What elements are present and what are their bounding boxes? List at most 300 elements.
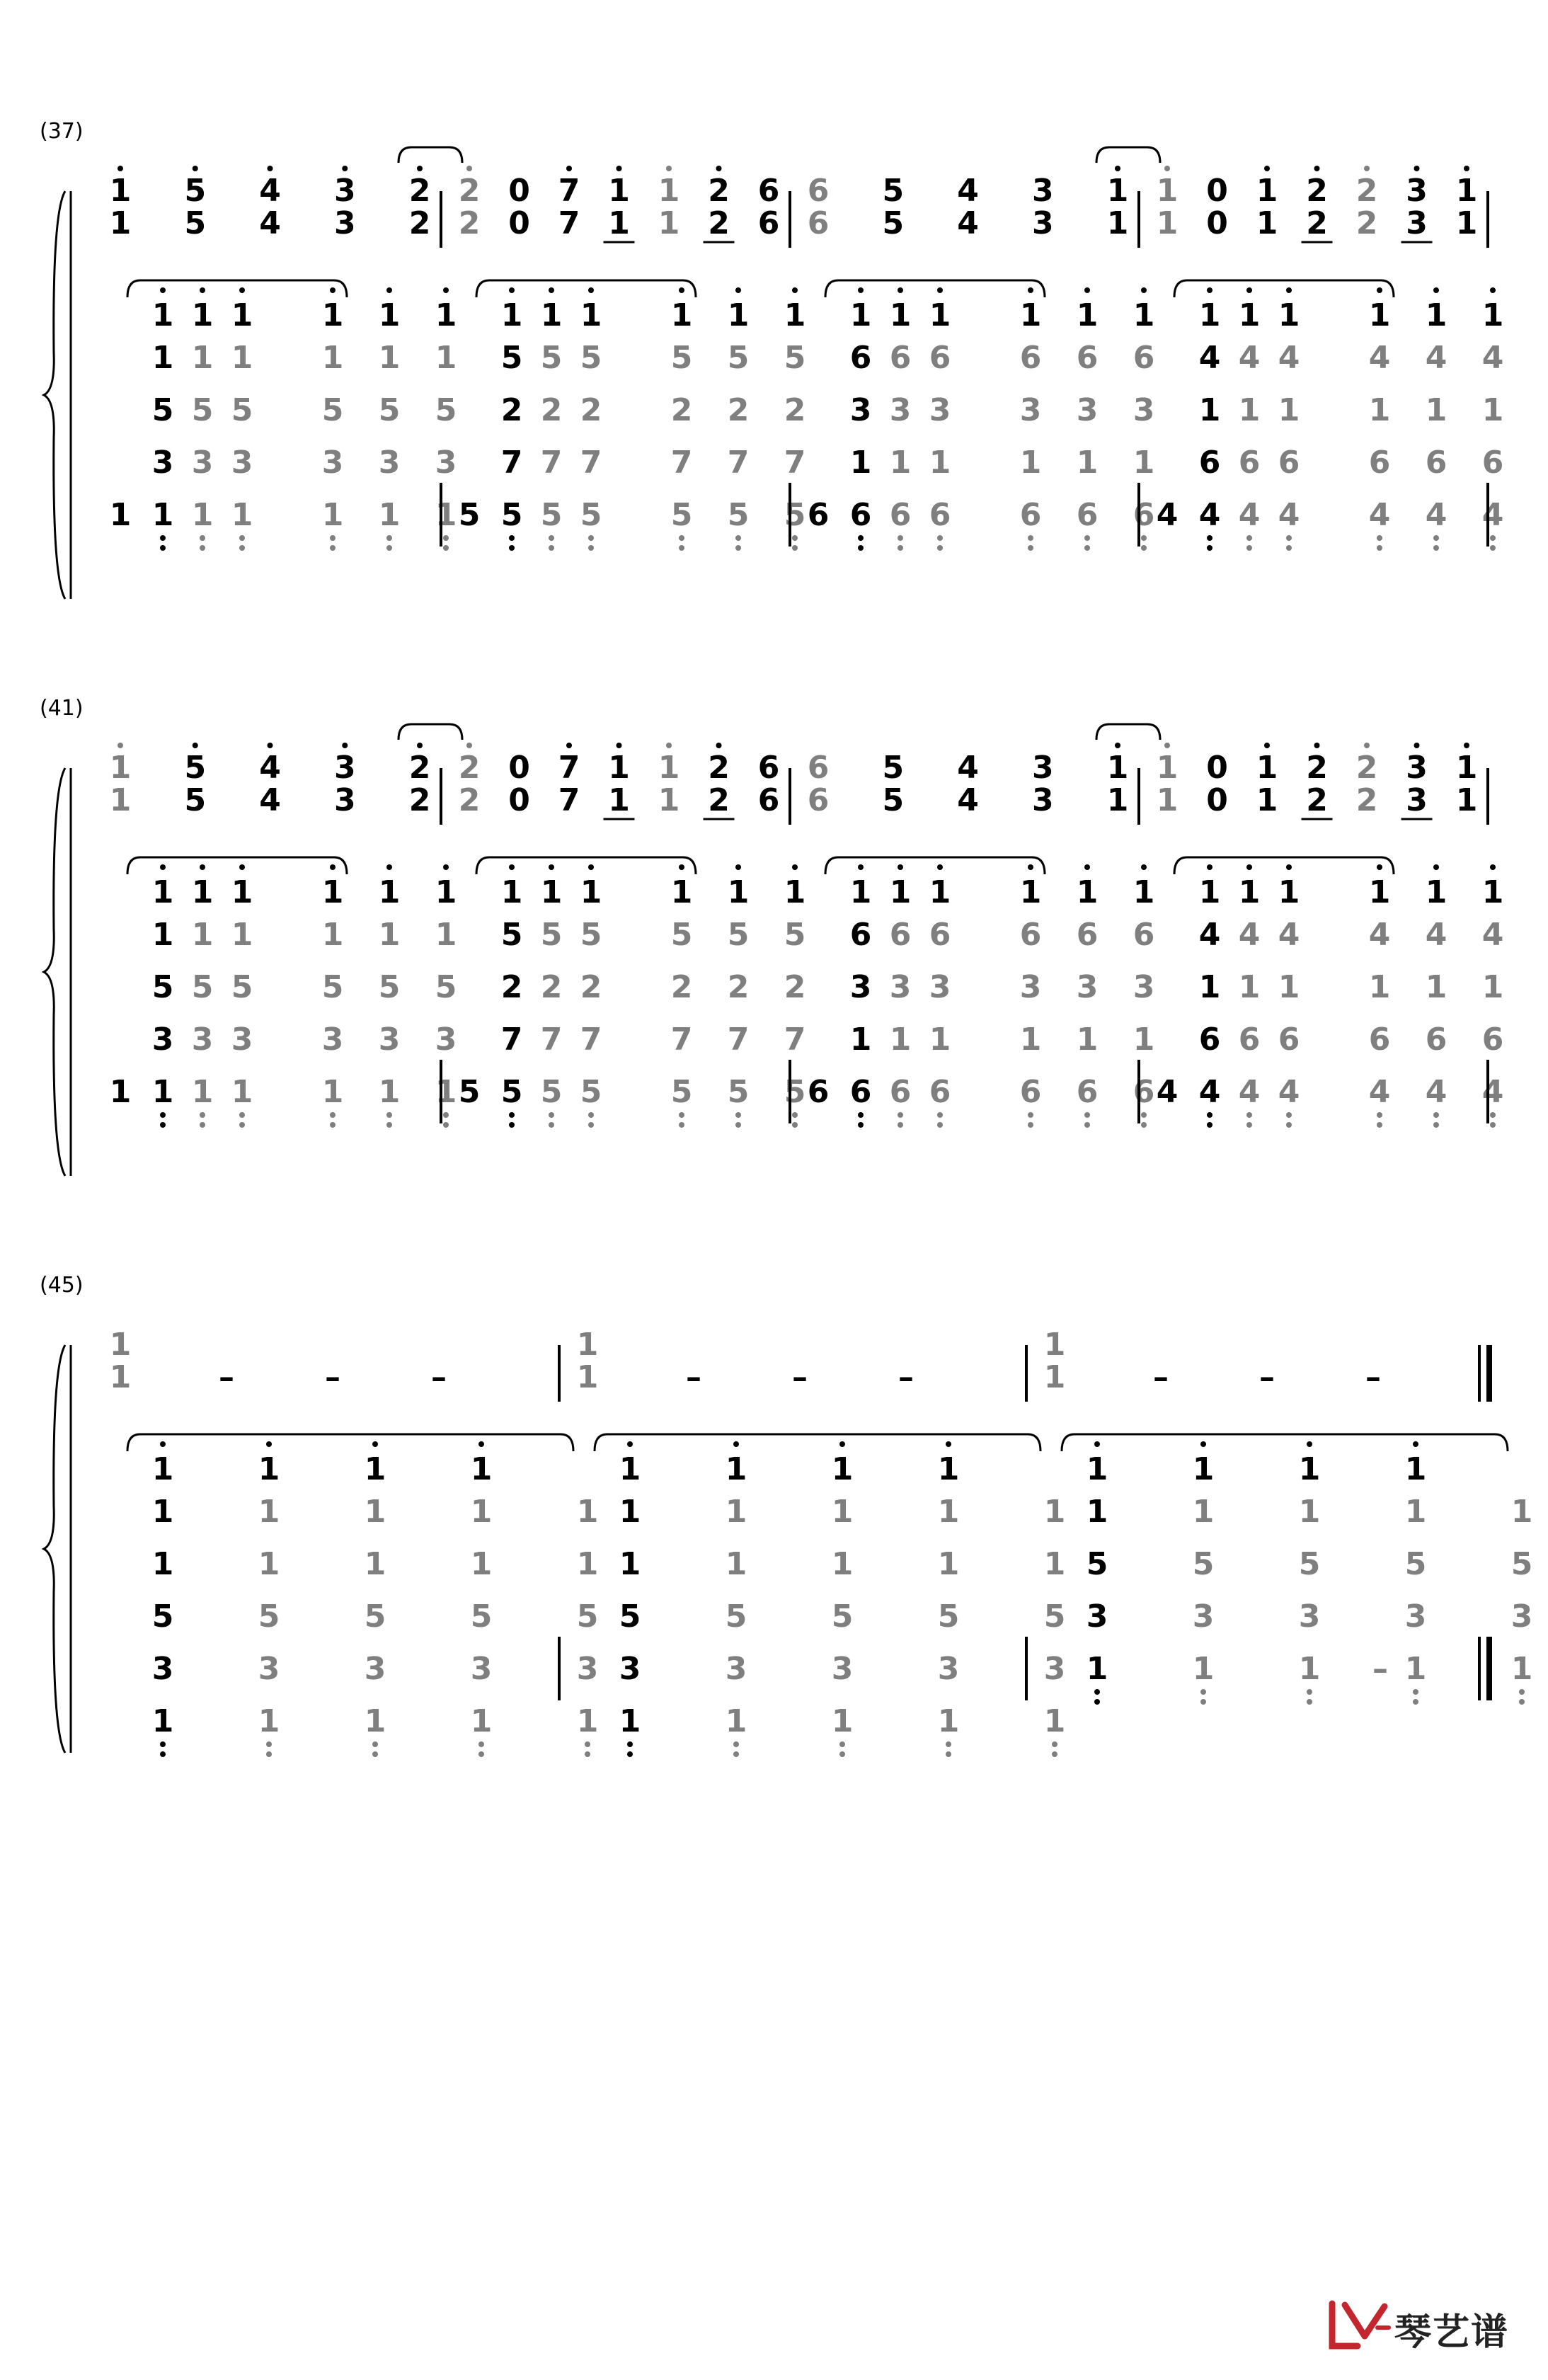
chord-note: 5 (231, 969, 253, 1005)
chord-note: 5 (937, 1598, 960, 1635)
octave-dot (372, 1741, 378, 1747)
chord-note: 3 (191, 445, 214, 481)
chord-note: 3 (831, 1651, 854, 1687)
octave-dot (330, 1112, 336, 1118)
chord-note: 6 (1133, 1074, 1155, 1110)
chord-note: 3 (1076, 392, 1099, 428)
chord-note: 3 (258, 1651, 280, 1687)
chord-note: 1 (435, 1074, 457, 1110)
octave-dot (733, 1741, 739, 1747)
octave-dot (386, 545, 392, 551)
octave-dot (1141, 864, 1147, 870)
melody-octave-note: 2 (1355, 750, 1378, 786)
chord-note: 1 (1481, 392, 1504, 428)
melody-note: 1 (1256, 782, 1278, 818)
chord-note: 6 (1076, 1074, 1099, 1110)
melody-octave-note: 2 (708, 750, 730, 786)
octave-dot (937, 535, 943, 541)
chord-note: 5 (1192, 1546, 1215, 1582)
chord-note: 5 (1086, 1546, 1108, 1582)
chord-note: 4 (1425, 497, 1447, 533)
octave-dot (160, 535, 166, 541)
octave-dot (1207, 287, 1212, 293)
chord-note: 2 (670, 392, 693, 428)
octave-dot (1286, 545, 1292, 551)
accompaniment-top-note: 1 (619, 1451, 641, 1487)
melody-note: 0 (508, 205, 530, 241)
melody-note: 6 (807, 205, 830, 241)
octave-dot (898, 545, 903, 551)
accompaniment-top-note: 1 (1019, 297, 1042, 333)
chord-note: 1 (725, 1703, 747, 1739)
accompaniment-top-note: 1 (1133, 297, 1155, 333)
accompaniment-top-note: 1 (1481, 297, 1504, 333)
octave-dot (1490, 1112, 1496, 1118)
chord-note: 1 (1192, 1651, 1215, 1687)
octave-dot (1413, 1441, 1418, 1447)
octave-dot (342, 166, 348, 171)
melody-note: 5 (184, 782, 207, 818)
octave-dot (1141, 287, 1147, 293)
octave-dot (386, 287, 392, 293)
melody-note: 2 (458, 782, 481, 818)
octave-dot (585, 1741, 590, 1747)
octave-dot (735, 287, 741, 293)
chord-note: 6 (1019, 1074, 1042, 1110)
chord-note: 1 (470, 1703, 493, 1739)
chord-note: 2 (580, 969, 602, 1005)
chord-note: 3 (849, 392, 872, 428)
bass-note: 4 (1156, 497, 1179, 533)
melody-octave-note: 0 (1206, 173, 1228, 209)
accompaniment-top-note: 1 (151, 1451, 174, 1487)
melody-octave-note: 0 (508, 750, 530, 786)
octave-dot (858, 1122, 864, 1128)
octave-dot (1084, 287, 1090, 293)
melody-octave-note: 3 (1031, 173, 1054, 209)
melody-octave-note: 7 (558, 173, 580, 209)
melody-note: 1 (658, 205, 680, 241)
melody-octave-note: 5 (184, 173, 207, 209)
octave-dot (1141, 545, 1147, 551)
octave-dot (417, 743, 423, 748)
chord-note: 3 (1298, 1598, 1321, 1635)
octave-dot (1433, 287, 1439, 293)
accompaniment-top-note: 1 (849, 297, 872, 333)
melody-note: 7 (558, 205, 580, 241)
accompaniment-top-note: 1 (929, 297, 951, 333)
chord-note: 5 (500, 1074, 523, 1110)
octave-dot (1084, 535, 1090, 541)
octave-dot (1028, 545, 1033, 551)
accompaniment-top-note: 1 (191, 297, 214, 333)
melody-note: 3 (1406, 782, 1428, 818)
octave-dot (1028, 535, 1033, 541)
accompaniment-top-note: 1 (540, 874, 563, 910)
chord-note: 1 (151, 1494, 174, 1530)
chord-note: 4 (1198, 497, 1221, 533)
chord-note: 5 (1510, 1546, 1533, 1582)
chord-note: 1 (364, 1494, 386, 1530)
melody-note: 3 (333, 205, 356, 241)
slur-tie (476, 280, 696, 297)
octave-dot (1286, 1122, 1292, 1128)
octave-dot (1286, 287, 1292, 293)
octave-dot (330, 535, 336, 541)
bass-note: 4 (1156, 1074, 1179, 1110)
octave-dot (1414, 166, 1420, 171)
chord-note: 1 (151, 917, 174, 953)
melody-octave-note: 5 (882, 173, 905, 209)
melody-octave-note: 1 (1256, 173, 1278, 209)
accompaniment-top-note: 1 (1481, 874, 1504, 910)
octave-dot (1413, 1699, 1418, 1705)
chord-note: 1 (1019, 445, 1042, 481)
chord-note: 1 (1510, 1651, 1533, 1687)
chord-note: 6 (889, 1074, 912, 1110)
melody-octave-note: 3 (1406, 173, 1428, 209)
octave-dot (937, 287, 943, 293)
accompaniment-top-note: 1 (889, 297, 912, 333)
chord-note: 1 (191, 1074, 214, 1110)
octave-dot (792, 545, 798, 551)
melody-octave-note: 1 (576, 1327, 599, 1363)
chord-note: 1 (470, 1494, 493, 1530)
chord-note: 1 (1198, 392, 1221, 428)
accompaniment-top-note: 1 (1198, 297, 1221, 333)
melody-note: 1 (109, 782, 132, 818)
octave-dot (1377, 545, 1382, 551)
chord-note: 5 (151, 969, 174, 1005)
chord-note: 1 (151, 1703, 174, 1739)
octave-dot (1052, 1741, 1057, 1747)
melody-note: 1 (1455, 782, 1478, 818)
octave-dot (858, 864, 864, 870)
melody-octave-note: 4 (957, 750, 979, 786)
octave-dot (549, 287, 554, 293)
chord-note: 4 (1481, 497, 1504, 533)
bass-note: 1 (109, 497, 132, 533)
chord-note: 6 (889, 497, 912, 533)
chord-note: 5 (435, 969, 457, 1005)
sustain-dash: – (219, 1359, 234, 1395)
system-brace (44, 768, 65, 1176)
chord-note: 7 (580, 445, 602, 481)
chord-note: 1 (576, 1703, 599, 1739)
octave-dot (617, 743, 622, 748)
chord-note: 1 (435, 340, 457, 376)
chord-note: 6 (1076, 497, 1099, 533)
octave-dot (898, 864, 903, 870)
chord-note: 1 (725, 1546, 747, 1582)
chord-note: 6 (1278, 1022, 1300, 1058)
accompaniment-top-note: 1 (1086, 1451, 1108, 1487)
octave-dot (1307, 1441, 1312, 1447)
octave-dot (1084, 1112, 1090, 1118)
accompaniment-top-note: 1 (1133, 874, 1155, 910)
chord-note: 1 (1278, 969, 1300, 1005)
octave-dot (1377, 287, 1382, 293)
accompaniment-top-note: 1 (831, 1451, 854, 1487)
accompaniment-top-note: 1 (1198, 874, 1221, 910)
octave-dot (509, 545, 515, 551)
chord-note: 5 (727, 1074, 750, 1110)
chord-note: 1 (1425, 969, 1447, 1005)
octave-dot (792, 535, 798, 541)
chord-note: 4 (1425, 1074, 1447, 1110)
octave-dot (946, 1441, 951, 1447)
slur-tie (399, 147, 462, 163)
octave-dot (509, 1122, 515, 1128)
melody-note: 6 (807, 782, 830, 818)
octave-dot (858, 287, 864, 293)
chord-note: 3 (470, 1651, 493, 1687)
chord-note: 1 (1368, 392, 1391, 428)
chord-note: 6 (1368, 445, 1391, 481)
chord-note: 5 (540, 340, 563, 376)
octave-dot (330, 864, 336, 870)
octave-dot (1207, 864, 1212, 870)
octave-dot (716, 166, 722, 171)
melody-octave-note: 0 (1206, 750, 1228, 786)
accompaniment-top-note: 1 (321, 874, 344, 910)
melody-octave-note: 6 (757, 173, 780, 209)
melody-note: 2 (1306, 205, 1328, 241)
chord-note: 3 (321, 1022, 344, 1058)
melody-octave-note: 1 (1156, 173, 1179, 209)
chord-note: 5 (378, 392, 401, 428)
octave-dot (735, 545, 741, 551)
accompaniment-top-note: 1 (784, 297, 806, 333)
chord-note: 1 (1481, 969, 1504, 1005)
octave-dot (478, 1441, 484, 1447)
chord-note: 4 (1238, 340, 1261, 376)
melody-octave-note: 1 (1106, 173, 1129, 209)
system-brace (44, 191, 65, 599)
chord-note: 1 (151, 1074, 174, 1110)
melody-octave-note: 1 (1256, 750, 1278, 786)
melody-note: 5 (184, 205, 207, 241)
octave-dot (1246, 864, 1252, 870)
chord-note: 6 (929, 1074, 951, 1110)
melody-note: 2 (458, 205, 481, 241)
octave-dot (1377, 864, 1382, 870)
chord-note: 6 (1481, 445, 1504, 481)
chord-note: 1 (1133, 445, 1155, 481)
melody-note: 1 (109, 1359, 132, 1395)
octave-dot (588, 864, 594, 870)
chord-note: 1 (1043, 1546, 1066, 1582)
octave-dot (588, 535, 594, 541)
octave-dot (466, 743, 472, 748)
chord-note: 5 (831, 1598, 854, 1635)
accompaniment-top-note: 1 (1019, 874, 1042, 910)
melody-octave-note: 1 (109, 750, 132, 786)
accompaniment-top-note: 1 (435, 874, 457, 910)
melody-octave-note: 1 (658, 750, 680, 786)
chord-note: 1 (151, 1546, 174, 1582)
chord-note: 3 (1133, 392, 1155, 428)
octave-dot (268, 743, 273, 748)
chord-note: 5 (784, 917, 806, 953)
octave-dot (792, 864, 798, 870)
sustain-dash: – (1372, 1651, 1388, 1687)
chord-note: 6 (1368, 1022, 1391, 1058)
octave-dot (588, 287, 594, 293)
octave-dot (1433, 864, 1439, 870)
melody-octave-note: 2 (1306, 173, 1328, 209)
octave-dot (679, 1112, 684, 1118)
chord-note: 2 (500, 969, 523, 1005)
octave-dot (898, 1122, 903, 1128)
chord-note: 5 (725, 1598, 747, 1635)
slur-tie (825, 280, 1045, 297)
chord-note: 1 (378, 340, 401, 376)
chord-note: 5 (619, 1598, 641, 1635)
melody-note: 4 (957, 782, 979, 818)
octave-dot (372, 1441, 378, 1447)
octave-dot (1286, 864, 1292, 870)
accompaniment-top-note: 1 (725, 1451, 747, 1487)
melody-note: 1 (658, 782, 680, 818)
octave-dot (330, 287, 336, 293)
accompaniment-top-note: 1 (889, 874, 912, 910)
chord-note: 5 (727, 497, 750, 533)
melody-note: 5 (882, 205, 905, 241)
chord-note: 4 (1368, 340, 1391, 376)
chord-note: 3 (1510, 1598, 1533, 1635)
chord-note: 7 (540, 445, 563, 481)
melody-note: 2 (1355, 205, 1378, 241)
octave-dot (1490, 864, 1496, 870)
melody-note: 1 (576, 1359, 599, 1395)
octave-dot (735, 1112, 741, 1118)
melody-note: 2 (408, 205, 431, 241)
chord-note: 7 (580, 1022, 602, 1058)
octave-dot (386, 864, 392, 870)
accompaniment-top-note: 1 (1425, 297, 1447, 333)
chord-note: 1 (1404, 1651, 1427, 1687)
octave-dot (1364, 743, 1370, 748)
chord-note: 1 (435, 917, 457, 953)
chord-note: 1 (321, 1074, 344, 1110)
melody-note: 2 (1306, 782, 1328, 818)
melody-octave-note: 1 (1106, 750, 1129, 786)
octave-dot (566, 743, 572, 748)
octave-dot (1084, 864, 1090, 870)
chord-note: 7 (784, 1022, 806, 1058)
sustain-dash: – (325, 1359, 340, 1395)
chord-note: 1 (576, 1494, 599, 1530)
measure-number: (45) (40, 1273, 84, 1298)
accompaniment-top-note: 1 (540, 297, 563, 333)
chord-note: 1 (1368, 969, 1391, 1005)
chord-note: 3 (151, 1651, 174, 1687)
chord-note: 1 (231, 497, 253, 533)
melody-note: 1 (109, 205, 132, 241)
melody-note: 2 (1355, 782, 1378, 818)
slur-tie (825, 857, 1045, 874)
chord-note: 6 (1425, 1022, 1447, 1058)
octave-dot (1084, 1122, 1090, 1128)
octave-dot (1200, 1699, 1206, 1705)
octave-dot (200, 535, 205, 541)
octave-dot (735, 535, 741, 541)
accompaniment-top-note: 1 (580, 297, 602, 333)
octave-dot (1115, 743, 1120, 748)
chord-note: 6 (1019, 497, 1042, 533)
melody-octave-note: 4 (259, 750, 281, 786)
chord-note: 1 (1425, 392, 1447, 428)
octave-dot (1200, 1441, 1206, 1447)
octave-dot (1433, 545, 1439, 551)
chord-note: 6 (889, 917, 912, 953)
chord-note: 2 (540, 392, 563, 428)
chord-note: 5 (500, 917, 523, 953)
octave-dot (898, 287, 903, 293)
octave-dot (735, 1122, 741, 1128)
octave-dot (266, 1741, 272, 1747)
chord-note: 4 (1278, 497, 1300, 533)
octave-dot (666, 743, 672, 748)
melody-note: 7 (558, 782, 580, 818)
measure-number: (41) (40, 696, 84, 721)
octave-dot (1207, 1122, 1212, 1128)
qinyipu-logo-icon (1324, 2296, 1394, 2360)
accompaniment-top-note: 1 (1192, 1451, 1215, 1487)
octave-dot (1028, 864, 1033, 870)
octave-dot (1094, 1689, 1100, 1695)
chord-note: 1 (378, 497, 401, 533)
chord-note: 4 (1368, 917, 1391, 953)
accompaniment-top-note: 1 (470, 1451, 493, 1487)
melody-note: 1 (608, 782, 630, 818)
melody-note: 1 (1455, 205, 1478, 241)
chord-note: 5 (321, 969, 344, 1005)
chord-note: 4 (1278, 917, 1300, 953)
melody-note: 2 (708, 782, 730, 818)
slur-tie (127, 1434, 573, 1451)
chord-note: 3 (231, 445, 253, 481)
chord-note: 5 (540, 917, 563, 953)
octave-dot (666, 166, 672, 171)
accompaniment-top-note: 1 (727, 874, 750, 910)
octave-dot (566, 166, 572, 171)
chord-note: 1 (831, 1494, 854, 1530)
slur-tie (127, 280, 347, 297)
octave-dot (117, 166, 123, 171)
octave-dot (268, 166, 273, 171)
melody-octave-note: 1 (608, 173, 630, 209)
chord-note: 5 (378, 969, 401, 1005)
octave-dot (330, 545, 336, 551)
chord-note: 1 (889, 445, 912, 481)
chord-note: 3 (364, 1651, 386, 1687)
octave-dot (117, 743, 123, 748)
octave-dot (1028, 1122, 1033, 1128)
melody-octave-note: 2 (1306, 750, 1328, 786)
chord-note: 1 (1238, 392, 1261, 428)
octave-dot (1377, 1112, 1382, 1118)
octave-dot (1141, 1112, 1147, 1118)
accompaniment-top-note: 1 (191, 874, 214, 910)
slur-tie (595, 1434, 1040, 1451)
octave-dot (160, 1112, 166, 1118)
chord-note: 3 (1019, 392, 1042, 428)
chord-note: 4 (1198, 340, 1221, 376)
octave-dot (588, 1112, 594, 1118)
octave-dot (386, 1122, 392, 1128)
